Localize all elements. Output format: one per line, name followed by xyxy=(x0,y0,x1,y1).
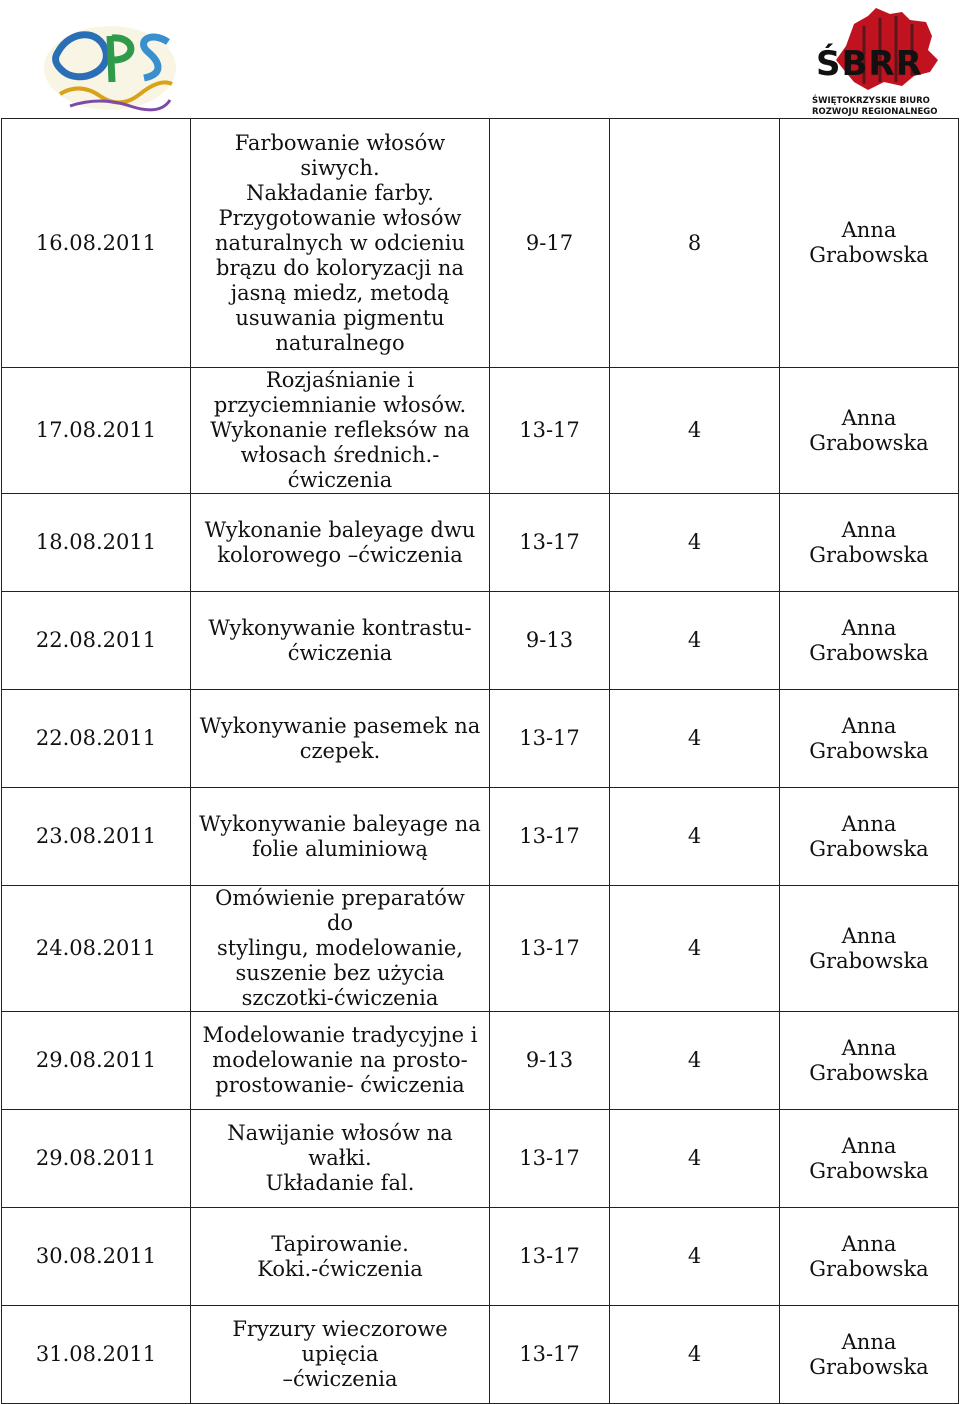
trainer-last-name: Grabowska xyxy=(809,1060,929,1085)
table-row xyxy=(2,1208,959,1306)
trainer-last-name: Grabowska xyxy=(809,542,929,567)
table-row xyxy=(2,1110,959,1208)
table-row xyxy=(2,1012,959,1110)
topic-line: modelowanie na prosto- xyxy=(212,1048,468,1072)
sbrr-brand: ŚBRR xyxy=(816,44,923,84)
date-cell: 29.08.2011 xyxy=(2,1012,191,1110)
time-cell: 13-17 xyxy=(490,690,610,788)
trainer-first-name: Anna xyxy=(841,1133,897,1158)
topic-line: Układanie fal. xyxy=(265,1171,415,1195)
date-cell: 31.08.2011 xyxy=(2,1306,191,1404)
topic-line: czepek. xyxy=(299,738,381,763)
topic-line: naturalnego xyxy=(275,330,405,355)
topic-line: Omówienie preparatów do xyxy=(215,886,465,935)
topic-cell xyxy=(191,592,490,690)
topic-line: naturalnych w odcieniu xyxy=(214,230,466,255)
topic-line: Wykonywanie kontrastu- xyxy=(208,615,472,640)
trainer-last-name: Grabowska xyxy=(809,640,929,665)
table-row xyxy=(2,119,959,368)
topic-line: Nawijanie włosów na wałki. xyxy=(227,1121,453,1170)
date-cell: 22.08.2011 xyxy=(2,592,191,690)
table-row xyxy=(2,592,959,690)
trainer-cell xyxy=(780,886,959,1012)
time-cell: 9-13 xyxy=(490,592,610,690)
date-cell: 16.08.2011 xyxy=(2,119,191,368)
schedule-body xyxy=(2,119,959,1404)
trainer-cell xyxy=(780,1110,959,1208)
trainer-first-name: Anna xyxy=(841,1035,897,1060)
trainer-first-name: Anna xyxy=(841,615,897,640)
hours-cell: 4 xyxy=(610,886,780,1012)
trainer-cell xyxy=(780,592,959,690)
trainer-last-name: Grabowska xyxy=(809,948,929,973)
sbrr-subtitle xyxy=(812,96,946,118)
date-cell: 18.08.2011 xyxy=(2,494,191,592)
topic-cell xyxy=(191,1208,490,1306)
topic-cell xyxy=(191,368,490,494)
topic-cell xyxy=(191,1306,490,1404)
topic-line: ćwiczenia xyxy=(287,640,393,665)
hours-cell: 4 xyxy=(610,788,780,886)
trainer-last-name: Grabowska xyxy=(809,738,929,763)
trainer-last-name: Grabowska xyxy=(809,430,929,455)
trainer-first-name: Anna xyxy=(841,517,897,542)
trainer-first-name: Anna xyxy=(841,218,897,242)
hours-cell: 4 xyxy=(610,1110,780,1208)
topic-line: suszenie bez użycia xyxy=(235,961,445,985)
topic-line: jasną miedz, metodą xyxy=(230,280,450,305)
date-cell: 29.08.2011 xyxy=(2,1110,191,1208)
date-cell: 23.08.2011 xyxy=(2,788,191,886)
sbrr-subtitle-line2: ROZWOJU REGIONALNEGO xyxy=(812,107,938,117)
topic-line: brązu do koloryzacji na xyxy=(216,255,464,280)
trainer-last-name: Grabowska xyxy=(809,1354,929,1379)
hours-cell: 4 xyxy=(610,1012,780,1110)
topic-line: Tapirowanie. xyxy=(271,1231,409,1256)
trainer-first-name: Anna xyxy=(841,1231,897,1256)
table-row xyxy=(2,1306,959,1404)
sbrr-subtitle-line1: ŚWIĘTOKRZYSKIE BIURO xyxy=(812,96,930,106)
topic-line: włosach średnich.-ćwiczenia xyxy=(240,443,440,492)
topic-cell xyxy=(191,119,490,368)
topic-line: kolorowego –ćwiczenia xyxy=(217,542,463,567)
table-row xyxy=(2,788,959,886)
trainer-cell xyxy=(780,690,959,788)
sbrr-logo xyxy=(806,6,946,118)
time-cell: 13-17 xyxy=(490,494,610,592)
date-cell: 17.08.2011 xyxy=(2,368,191,494)
ops-wloszczowa-logo xyxy=(40,22,180,114)
time-cell: 13-17 xyxy=(490,886,610,1012)
topic-cell xyxy=(191,690,490,788)
trainer-last-name: Grabowska xyxy=(809,1256,929,1281)
topic-cell xyxy=(191,1110,490,1208)
date-cell: 30.08.2011 xyxy=(2,1208,191,1306)
time-cell: 13-17 xyxy=(490,1306,610,1404)
topic-line: szczotki-ćwiczenia xyxy=(241,986,439,1010)
trainer-cell xyxy=(780,368,959,494)
trainer-cell xyxy=(780,788,959,886)
time-cell: 13-17 xyxy=(490,1208,610,1306)
hours-cell: 4 xyxy=(610,494,780,592)
trainer-cell xyxy=(780,119,959,368)
table-row xyxy=(2,494,959,592)
trainer-first-name: Anna xyxy=(841,923,897,948)
time-cell: 13-17 xyxy=(490,788,610,886)
time-cell: 9-13 xyxy=(490,1012,610,1110)
topic-line: Nakładanie farby. xyxy=(246,180,434,205)
trainer-cell xyxy=(780,1306,959,1404)
trainer-cell xyxy=(780,1208,959,1306)
trainer-last-name: Grabowska xyxy=(809,1158,929,1183)
trainer-cell xyxy=(780,494,959,592)
topic-cell xyxy=(191,1012,490,1110)
time-cell: 9-17 xyxy=(490,119,610,368)
hours-cell: 4 xyxy=(610,1208,780,1306)
hours-cell: 4 xyxy=(610,368,780,494)
topic-line: prostowanie- ćwiczenia xyxy=(215,1073,465,1097)
hours-cell: 4 xyxy=(610,690,780,788)
topic-line: Wykonywanie pasemek na xyxy=(199,713,481,738)
topic-line: stylingu, modelowanie, xyxy=(217,936,463,960)
table-row xyxy=(2,690,959,788)
trainer-first-name: Anna xyxy=(841,811,897,836)
time-cell: 13-17 xyxy=(490,368,610,494)
table-row xyxy=(2,886,959,1012)
trainer-last-name: Grabowska xyxy=(809,836,929,861)
topic-cell xyxy=(191,494,490,592)
date-cell: 24.08.2011 xyxy=(2,886,191,1012)
topic-line: Fryzury wieczorowe upięcia xyxy=(232,1317,448,1366)
trainer-cell xyxy=(780,1012,959,1110)
topic-line: Rozjaśnianie i xyxy=(265,368,415,392)
topic-line: Modelowanie tradycyjne i xyxy=(202,1023,478,1047)
topic-line: –ćwiczenia xyxy=(282,1367,398,1391)
topic-line: Wykonywanie baleyage na xyxy=(199,811,481,836)
trainer-last-name: Grabowska xyxy=(809,243,929,267)
time-cell: 13-17 xyxy=(490,1110,610,1208)
topic-line: przyciemnianie włosów. xyxy=(213,393,467,417)
date-cell: 22.08.2011 xyxy=(2,690,191,788)
trainer-first-name: Anna xyxy=(841,1329,897,1354)
table-row xyxy=(2,368,959,494)
hours-cell: 8 xyxy=(610,119,780,368)
topic-line: Koki.-ćwiczenia xyxy=(257,1256,423,1281)
topic-line: Wykonanie refleksów na xyxy=(210,418,470,442)
ops-logo-icon xyxy=(40,22,180,114)
topic-line: Przygotowanie włosów xyxy=(218,205,462,230)
topic-line: Farbowanie włosów siwych. xyxy=(234,130,446,180)
topic-cell xyxy=(191,788,490,886)
topic-cell xyxy=(191,886,490,1012)
topic-line: Wykonanie baleyage dwu xyxy=(204,517,476,542)
hours-cell: 4 xyxy=(610,1306,780,1404)
hours-cell: 4 xyxy=(610,592,780,690)
schedule-table xyxy=(1,118,959,1404)
trainer-first-name: Anna xyxy=(841,405,897,430)
topic-line: folie aluminiową xyxy=(252,836,428,861)
trainer-first-name: Anna xyxy=(841,713,897,738)
topic-line: usuwania pigmentu xyxy=(235,305,445,330)
